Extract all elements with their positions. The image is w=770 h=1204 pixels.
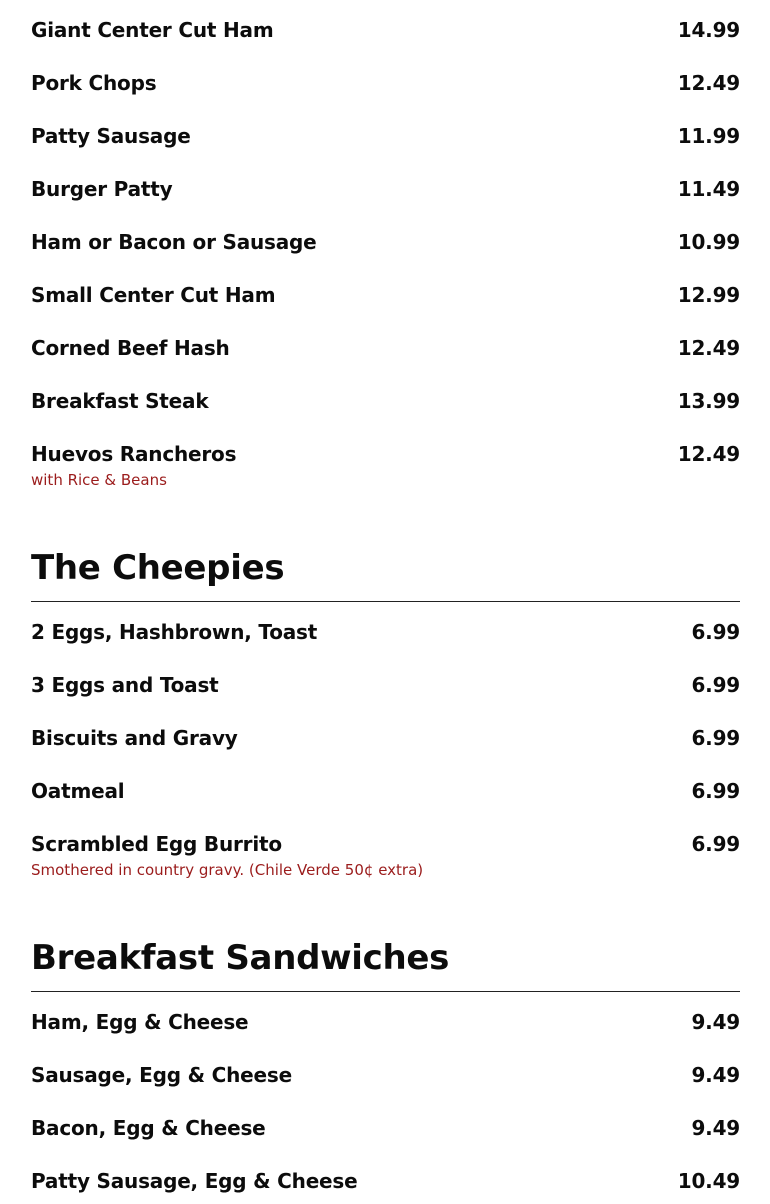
menu-item-price: 11.99 <box>677 124 740 148</box>
menu-item-name: Patty Sausage, Egg & Cheese <box>31 1169 358 1193</box>
menu-item-price: 12.49 <box>677 71 740 95</box>
menu-item-price: 12.99 <box>677 283 740 307</box>
menu-item-name: Oatmeal <box>31 779 125 803</box>
menu-item <box>31 708 740 761</box>
menu-item <box>31 212 740 265</box>
menu-item-price: 9.49 <box>691 1063 740 1087</box>
menu-item-price: 6.99 <box>691 832 740 856</box>
menu-item-price: 10.49 <box>677 1169 740 1193</box>
menu-item <box>31 265 740 318</box>
menu-item <box>31 1045 740 1098</box>
menu-item-name: Corned Beef Hash <box>31 336 230 360</box>
menu-item-name: Breakfast Steak <box>31 389 209 413</box>
menu-item-price: 12.49 <box>677 336 740 360</box>
menu-item-name: Patty Sausage <box>31 124 191 148</box>
menu-item-price: 6.99 <box>691 726 740 750</box>
menu <box>31 0 740 1204</box>
menu-item-name: Ham, Egg & Cheese <box>31 1010 249 1034</box>
menu-item <box>31 1098 740 1151</box>
menu-item <box>31 761 740 814</box>
section-title: The Cheepies <box>31 548 285 588</box>
menu-section-cheepies <box>31 514 740 904</box>
menu-item-name: Biscuits and Gravy <box>31 726 238 750</box>
menu-item <box>31 106 740 159</box>
menu-item-name: 2 Eggs, Hashbrown, Toast <box>31 620 318 644</box>
menu-item-name: 3 Eggs and Toast <box>31 673 219 697</box>
menu-section-meats <box>31 0 740 514</box>
menu-item-price: 6.99 <box>691 620 740 644</box>
menu-item <box>31 992 740 1045</box>
menu-item <box>31 318 740 371</box>
menu-item-price: 13.99 <box>677 389 740 413</box>
menu-item <box>31 53 740 106</box>
menu-item <box>31 0 740 53</box>
menu-item-price: 6.99 <box>691 779 740 803</box>
menu-item-name: Burger Patty <box>31 177 173 201</box>
menu-item <box>31 159 740 212</box>
menu-item-price: 9.49 <box>691 1116 740 1140</box>
menu-item-price: 9.49 <box>691 1010 740 1034</box>
menu-item-description: with Rice & Beans <box>31 471 167 489</box>
menu-item-name: Sausage, Egg & Cheese <box>31 1063 292 1087</box>
menu-item-name: Ham or Bacon or Sausage <box>31 230 317 254</box>
menu-item-name: Scrambled Egg Burrito <box>31 832 282 856</box>
menu-item <box>31 424 740 514</box>
menu-item <box>31 602 740 655</box>
menu-item-name: Small Center Cut Ham <box>31 283 276 307</box>
menu-item-price: 11.49 <box>677 177 740 201</box>
menu-item-price: 14.99 <box>677 18 740 42</box>
menu-item-price: 12.49 <box>677 442 740 466</box>
menu-item <box>31 655 740 708</box>
menu-item <box>31 814 740 904</box>
menu-item-name: Huevos Rancheros <box>31 442 237 466</box>
menu-item-name: Bacon, Egg & Cheese <box>31 1116 266 1140</box>
menu-item <box>31 371 740 424</box>
menu-item-description: Smothered in country gravy. (Chile Verde 50¢ extra) <box>31 861 424 879</box>
section-title: Breakfast Sandwiches <box>31 938 450 978</box>
menu-item-name: Giant Center Cut Ham <box>31 18 274 42</box>
menu-section-breakfast-sandwiches <box>31 904 740 1204</box>
menu-item <box>31 1151 740 1204</box>
menu-item-price: 6.99 <box>691 673 740 697</box>
section-header <box>31 514 740 602</box>
menu-item-price: 10.99 <box>677 230 740 254</box>
menu-item-name: Pork Chops <box>31 71 157 95</box>
section-header <box>31 904 740 992</box>
